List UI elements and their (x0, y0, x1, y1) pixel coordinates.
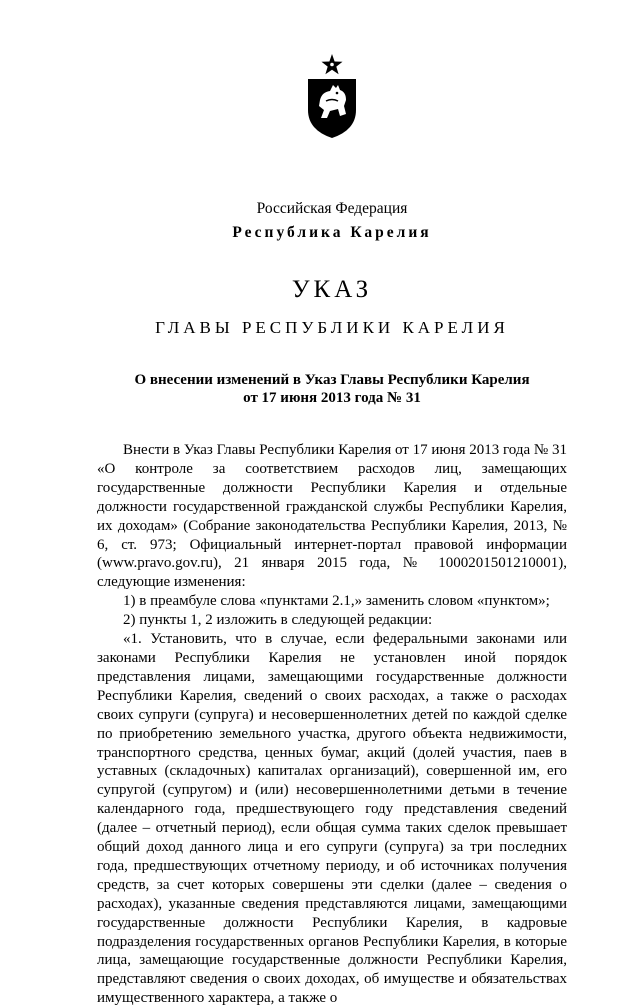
issuer-name: ГЛАВЫ РЕСПУБЛИКИ КАРЕЛИЯ (155, 318, 509, 337)
title-line-2: от 17 июня 2013 года № 31 (243, 390, 421, 406)
document-page (0, 52, 640, 1007)
document-title (97, 371, 567, 407)
karelia-coat-of-arms-icon (300, 52, 364, 140)
paragraph-intro: Внести в Указ Главы Республики Карелия от 17 июня 2013 года № 31 «О контроле за соответствием расходов лиц, замещающих государственные должности Республики Карелия и отдельные должности государственной гражданской службы Республики Карелия, их доходам» (Собрание законодательства Республики Карелия, 2013, № 6, ст. 973; Официальный интернет-портал правовой информации (www.pravo.gov.ru), 21 января 2015 года, № 1000201501210001), следующие изменения: (97, 442, 567, 591)
paragraph-clause-1: «1. Установить, что в случае, если федеральными законами или законами Республики Карелия не установлен иной порядок представления лицами, замещающими государственные должности Республики Карелия, сведений о своих расходах, а также о расходах своих супруги (супруга) и несовершеннолетних детей по каждой сделке по приобретению земельного участка, другого объекта недвижимости, транспортного средства, ценных бумаг, акций (долей участия, паев в уставных (складочных) капиталах организаций), совершенной им, его супругой (супругом) и (или) несовершеннолетними детьми в течение календарного года, предшествующего году представления сведений (далее – отчетный период), если общая сумма таких сделок превышает общий доход данного лица и его супруги (супруга) за три последних года, предшествующих отчетному периоду, и об источниках получения средств, за счет которых совершены эти сделки (далее – сведения о расходах), указанные сведения представляются лицами, замещающими государственные должности Республики Карелия, в кадровые подразделения государственных органов Республики Карелия, в которые лица, замещающие государственные должности Республики Карелия, представляют сведения о своих доходах, об имуществе и обязательствах имущественного характера, а также о (97, 631, 567, 1007)
document-type: УКАЗ (291, 276, 373, 303)
republic-name: Республика Карелия (232, 224, 432, 241)
country-name: Российская Федерация (256, 200, 408, 217)
document-body (97, 441, 567, 1008)
paragraph-item-1: 1) в преамбуле слова «пунктами 2.1,» заменить словом «пунктом»; (123, 593, 550, 610)
title-line-1: О внесении изменений в Указ Главы Республики Карелия (134, 372, 530, 388)
paragraph-item-2: 2) пункты 1, 2 изложить в следующей редакции: (123, 612, 433, 629)
